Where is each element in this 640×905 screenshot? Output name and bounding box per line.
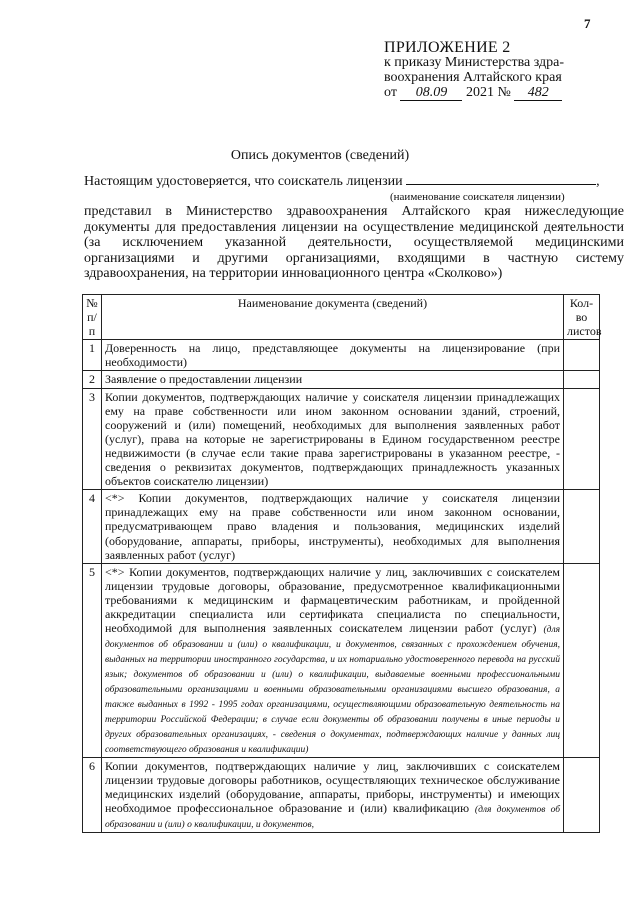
row-number: 2: [83, 371, 102, 388]
applicant-name-blank[interactable]: [406, 172, 596, 185]
table-row: [83, 371, 600, 388]
row-document-text: <*> Копии документов, подтверждающих наличие у лиц, заключивших с соискателем лицензии трудовые договоры, образование, предусмотренное квалификационными требованиями к медицинским и фармацевтическим работникам, и пройденной аккредитации специалиста или сертификата специалиста по специальности, необходимой для выполнения заявленных соискателем лицензии работ (услуг): [105, 564, 560, 636]
document-title: Опись документов (сведений): [230, 148, 410, 163]
table-row: [83, 563, 600, 757]
date-prefix: от: [384, 85, 397, 100]
row-sheet-count[interactable]: [564, 371, 600, 388]
row-document-name: Копии документов, подтверждающих наличие у соискателя лицензии принадлежащих ему на праве собственности или ином законном основании зданий, строений, сооружений и (или) помещений, необходимых для выполнения заявленных работ (услуг), права на которые не зарегистрированы в Едином государственном реестре недвижимости (в случае если такие права зарегистрированы в указанном реестре, - сведения о реквизитах документов, подтверждающих принадлежность указанных объектов соискателю лицензии): [102, 388, 564, 490]
row-sheet-count[interactable]: [564, 490, 600, 563]
row-document-name: [102, 563, 564, 757]
row-number: 4: [83, 490, 102, 563]
row-sheet-count[interactable]: [564, 340, 600, 371]
header-name: Наименование документа (сведений): [102, 295, 564, 340]
appendix-order-line-2: воохранения Алтайского края: [384, 70, 562, 85]
row-document-note: (для документов об образовании и (или) о квалификации, и документов, связанных с прохождением обучения, выданных на территории иностранного государства, и их нотариально удостоверенного перевода на русский язык; документов об образовании и (или) о квалификации, выдаваемые военными профессиональными образовательными организациями и военными образовательными организациями высшего образования, а также выданных в 1992 - 1995 годах организациями, осуществляющими образовательную деятельность на территории Российской Федерации; в случае если документы об образовании получены в иные периоды и других образовательных организациях, - сведения о документах, подтверждающих наличие у данных лиц соответствующего образования и квалификации): [105, 625, 560, 756]
table-row: [83, 490, 600, 563]
handwritten-date: 08.09: [400, 85, 462, 101]
row-document-name: Заявление о предоставлении лицензии: [102, 371, 564, 388]
row-number: 5: [83, 563, 102, 757]
row-number: 3: [83, 388, 102, 490]
header-count: Кол-во листов: [564, 295, 600, 340]
documents-table: [82, 294, 600, 833]
year-number-label: 2021 №: [465, 85, 511, 100]
page-number: 7: [584, 16, 591, 31]
certify-text: Настоящим удостоверяется, что соискатель лицензии: [84, 174, 403, 189]
appendix-heading: ПРИЛОЖЕНИЕ 2: [384, 39, 511, 56]
row-document-text: Копии документов, подтверждающих наличие у лиц, заключивших с соискателем лицензии трудовые договоры работников, осуществляющих техническое обслуживание медицинских изделий (оборудование, аппараты, приборы, инструменты) и имеющих необходимое профессиональное образование и (или) квалификацию: [105, 759, 560, 816]
certify-comma: ,: [596, 174, 600, 189]
certify-line: [84, 172, 600, 190]
row-sheet-count[interactable]: [564, 758, 600, 833]
table-header-row: [83, 295, 600, 340]
header-num: № п/п: [83, 295, 102, 340]
row-document-name: [102, 758, 564, 833]
intro-paragraph: представил в Министерство здравоохранения Алтайского края нижеследующие документы для предоставления лицензии на осуществление медицинской деятельности (за исключением указанной деятельности, осуществляемой медицинскими организациями и другими организациями, входящими в частную систему здравоохранения, на территории инновационного центра «Сколково»): [84, 204, 624, 282]
appendix-date-line: [384, 85, 624, 101]
table-row: [83, 388, 600, 490]
row-number: 6: [83, 758, 102, 833]
handwritten-order-number: 482: [514, 85, 562, 101]
row-number: 1: [83, 340, 102, 371]
row-document-name: <*> Копии документов, подтверждающих наличие у соискателя лицензии принадлежащих ему на праве собственности или ином законном основании, предусматривающем право владения и пользования, медицинских изделий (оборудование, аппараты, приборы, инструменты), необходимых для выполнения заявленных работ (услуг): [102, 490, 564, 563]
appendix-order-line-1: к приказу Министерства здра-: [384, 55, 565, 70]
table-row: [83, 758, 600, 833]
table-row: [83, 340, 600, 371]
row-document-name: Доверенность на лицо, представляющее документы на лицензирование (при необходимости): [102, 340, 564, 371]
row-sheet-count[interactable]: [564, 563, 600, 757]
row-document-note: (для документов об образовании и (или) о квалификации, и документов,: [105, 805, 561, 831]
applicant-name-hint: (наименование соискателя лицензии): [390, 191, 565, 203]
row-sheet-count[interactable]: [564, 388, 600, 490]
appendix-block: [384, 40, 624, 101]
